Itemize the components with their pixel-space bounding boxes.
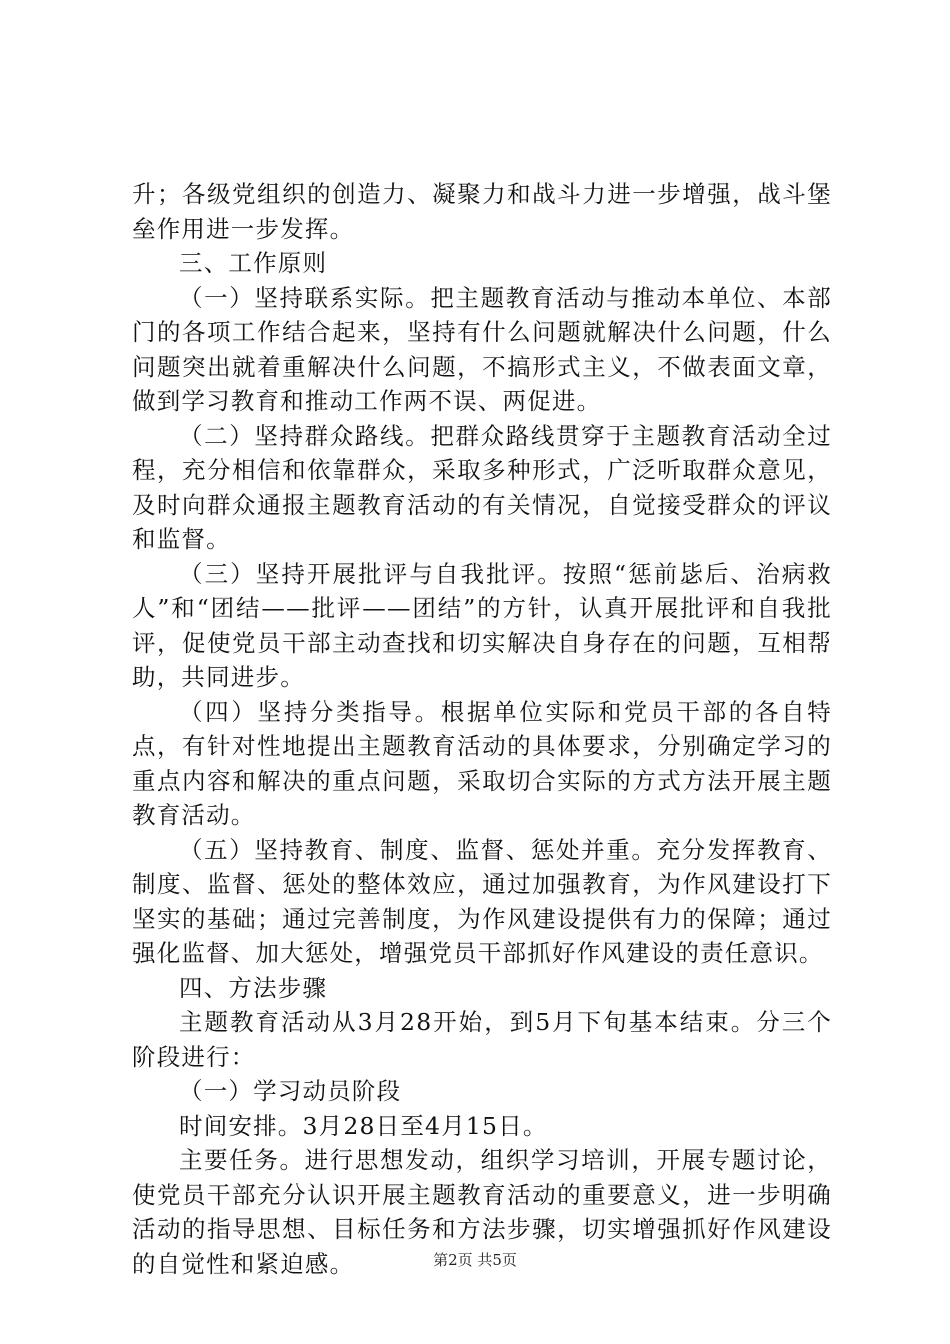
section-heading-work-principles: 三、工作原则 <box>179 249 328 277</box>
paragraph-time-arrangement: 时间安排。3月28日至4月15日。 <box>179 1111 548 1140</box>
document-body <box>132 177 832 1281</box>
paragraph-principle-1: （一）坚持联系实际。把主题教育活动与推动本单位、本部门的各项工作结合起来，坚持有什么问题就解决什么问题，什么问题突出就着重解决什么问题，不搞形式主义，不做表面文章，做到学习教育和推动工作两不误、两促进。 <box>132 283 832 415</box>
paragraph-principle-5: （五）坚持教育、制度、监督、惩处并重。充分发挥教育、制度、监督、惩处的整体效应，通过加强教育，为作风建设打下坚实的基础；通过完善制度，为作风建设提供有力的保障；通过强化监督、加大惩处，增强党员干部抓好作风建设的责任意识。 <box>132 835 832 967</box>
paragraph-principle-3: （三）坚持开展批评与自我批评。按照“惩前毖后、治病救人”和“团结——批评——团结”的方针，认真开展批评和自我批评，促使党员干部主动查找和切实解决自身存在的问题，互相帮助，共同进步。 <box>132 559 832 691</box>
paragraph-principle-2: （二）坚持群众路线。把群众路线贯穿于主题教育活动全过程，充分相信和依靠群众，采取多种形式，广泛听取群众意见，及时向群众通报主题教育活动的有关情况，自觉接受群众的评议和监督。 <box>132 421 832 553</box>
subheading-study-mobilization: （一）学习动员阶段 <box>179 1077 402 1105</box>
paragraph-principle-4: （四）坚持分类指导。根据单位实际和党员干部的各自特点，有针对性地提出主题教育活动的具体要求，分别确定学习的重点内容和解决的重点问题，采取切合实际的方式方法开展主题教育活动。 <box>132 697 832 829</box>
page-number-footer: 第2页 共5页 <box>433 1251 517 1269</box>
paragraph-main-tasks: 主要任务。进行思想发动，组织学习培训，开展专题讨论，使党员干部充分认识开展主题教育活动的重要意义，进一步明确活动的指导思想、目标任务和方法步骤，切实增强抓好作风建设的自觉性和紧迫感。 <box>132 1146 832 1278</box>
section-heading-method-steps: 四、方法步骤 <box>179 973 328 1002</box>
paragraph-continuation: 升；各级党组织的创造力、凝聚力和战斗力进一步增强，战斗堡垒作用进一步发挥。 <box>132 180 832 243</box>
paragraph-schedule-overview: 主题教育活动从3月28开始，到5月下旬基本结束。分三个阶段进行： <box>132 1008 832 1071</box>
